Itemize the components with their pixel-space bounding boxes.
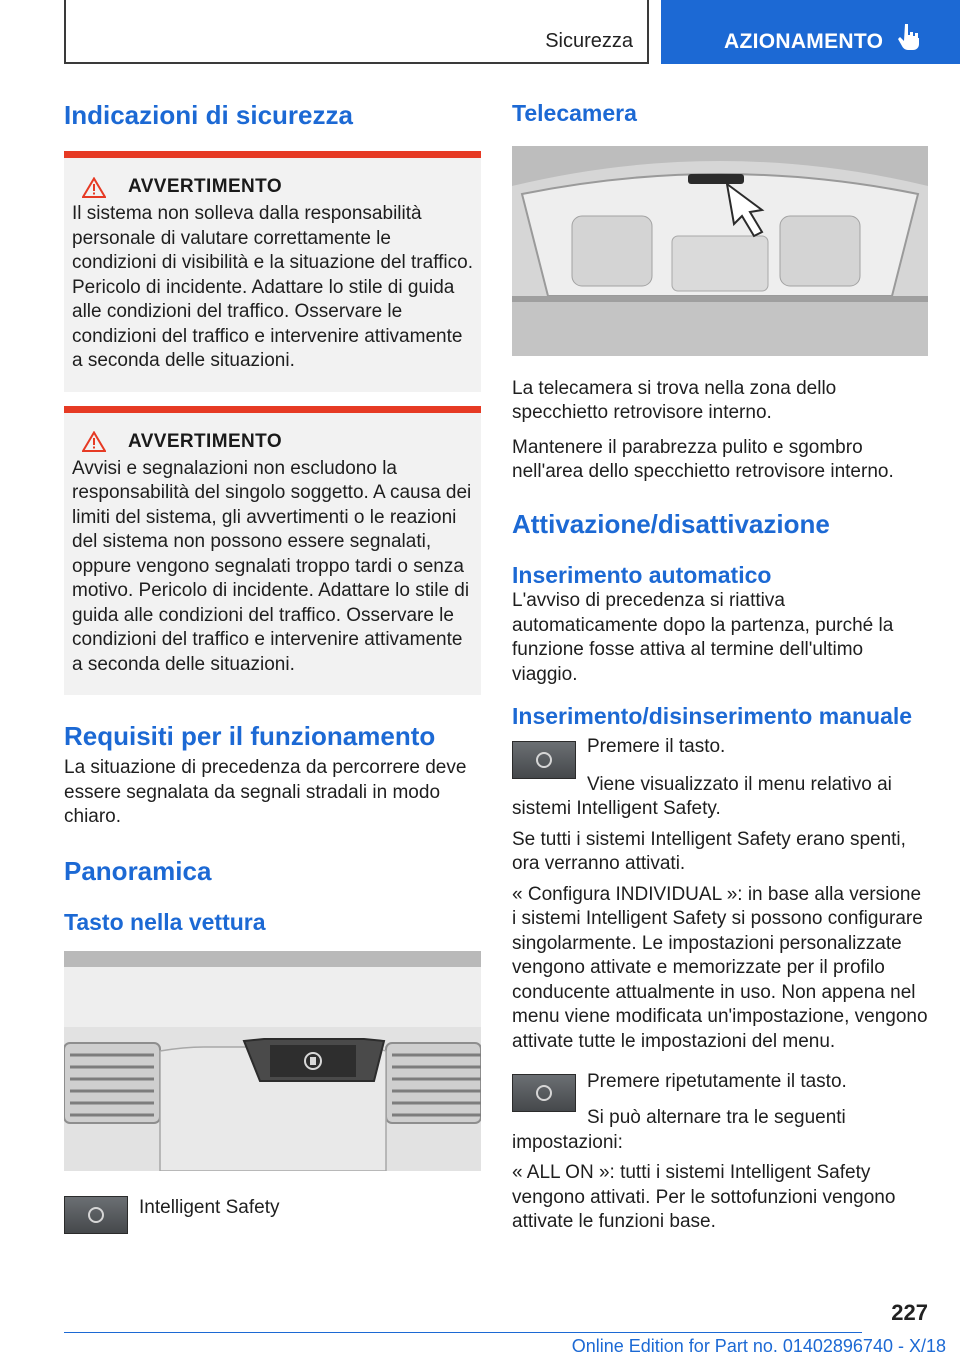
intelligent-safety-key-icon [512, 1074, 576, 1112]
step-1-label: Premere il tasto. [587, 735, 726, 757]
warning-text-2: Avvisi e segnalazioni non escludono la responsabilità del singolo soggetto. A causa dei limiti del sistema, gli avvertimenti o le reazioni del sistema non possono essere segnalati, oppure vengono segnalati troppo tardi o senza motivo. Pericolo di incidente. Adattare lo stile di guida alle condizioni del traffico. Osservare le condizioni del traffico e intervenire attivamente a seconda delle situazioni. [72, 457, 472, 675]
footer-rule [64, 1332, 862, 1333]
step-1-text: Viene visualizzato il menu relativo ai sistemi Intelligent Safety. [512, 773, 892, 820]
camera-text-1: La telecamera si trova nella zona dello specchietto retrovisore interno. [512, 377, 837, 424]
header-section-title: Sicurezza [545, 30, 633, 52]
para-systems-off: Se tutti i sistemi Intelligent Safety erano spenti, ora verranno attivati. [512, 828, 906, 875]
manual-heading: Inserimento/disinserimento manuale [512, 703, 913, 730]
warning-title-text-2: AVVERTIMENTO [128, 430, 282, 452]
page-number: 227 [891, 1300, 928, 1325]
step-2-text: Si può alternare tra le seguenti impostazioni: [512, 1107, 846, 1153]
requirements-text: La situazione di precedenza da percorrere deve essere segnalata da segnali stradali in modo chiaro. [64, 757, 467, 828]
right-column [512, 100, 930, 1235]
warning-text-1: Il sistema non solleva dalla responsabilità personale di valutare correttamente le condizioni di visibilità e la situazione del traffico. Pericolo di incidente. Adattare lo stile di guida alle condizioni del traffico. Osservare le condizioni del traffico e intervenire attivamente a seconda delle situazioni. [72, 203, 473, 372]
warning-title-text-1: AVVERTIMENTO [128, 176, 282, 198]
para-individual: « Configura INDIVIDUAL »: in base alla versione i sistemi Intelligent Safety si possono configurare singolarmente. Le impostazioni personalizzate vengono attivate e memorizzate per il profilo conducente attualmente in uso. Non appena nel menu viene modificata un'impostazione, vengono attivate tutte le impostazioni del menu. [512, 883, 928, 1052]
overview-heading: Panoramica [64, 855, 212, 886]
button-legend-label: Intelligent Safety [139, 1196, 280, 1218]
left-column [64, 100, 481, 1234]
header-section-box [64, 0, 649, 64]
button-heading: Tasto nella vettura [64, 909, 266, 936]
button-legend-row [64, 1196, 481, 1234]
safety-heading: Indicazioni di sicurezza [64, 100, 353, 130]
warning-triangle-icon [82, 431, 106, 452]
activation-heading: Attivazione/disattivazione [512, 508, 830, 539]
intelligent-safety-key-icon [64, 1196, 128, 1234]
warning-triangle-icon [82, 177, 106, 198]
header-chapter-tab[interactable] [661, 0, 960, 64]
auto-heading: Inserimento automatico [512, 561, 772, 588]
warning-box-2 [64, 406, 481, 696]
warning-title-1 [72, 176, 473, 198]
camera-illustration [512, 146, 928, 356]
footer-edition: Online Edition for Part no. 01402896740 - X/18 [571, 1336, 946, 1356]
header-chapter-title: AZIONAMENTO [724, 30, 884, 53]
requirements-heading: Requisiti per il funzionamento [64, 721, 436, 752]
step-2-label: Premere ripetutamente il tasto. [587, 1071, 847, 1093]
auto-text: L'avviso di precedenza si riattiva automaticamente dopo la partenza, purché la funzione fosse attiva al termine dell'ultimo viaggio. [512, 590, 894, 685]
camera-text-2: Mantenere il parabrezza pulito e sgombro nell'area dello specchietto retrovisore interno. [512, 436, 894, 483]
intelligent-safety-key-icon [512, 741, 576, 779]
warning-box-1 [64, 151, 481, 392]
para-all-on: « ALL ON »: tutti i sistemi Intelligent Safety vengono attivati. Per le sottofunzioni vengono attivate le funzioni base. [512, 1162, 896, 1233]
hand-pointer-icon [897, 22, 923, 50]
camera-heading: Telecamera [512, 100, 637, 126]
warning-title-2 [72, 431, 473, 453]
dashboard-button-illustration [64, 951, 481, 1171]
